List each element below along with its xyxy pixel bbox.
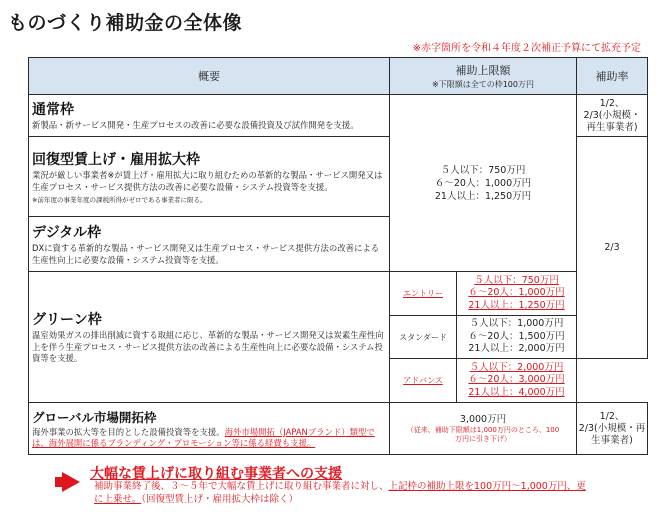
frame-desc-a: 海外事業の拡大等を目的とした設備投資等を支援。 xyxy=(32,426,225,437)
frame-note: ※前年度の事業年度の課税所得がゼロである事業者に限る。 xyxy=(32,196,207,204)
limit-line: 21人以上：1,250万円 xyxy=(434,190,532,202)
frame-desc: 温室効果ガスの排出削減に資する取組に応じ、革新的な製品・サービス開発又は炭素生産性向上を伴う生産プロセス・サービス提供方法の改善による生産性向上に必要な設備・システム投資等を支援。 xyxy=(32,330,384,364)
bonus-body xyxy=(94,481,594,506)
rate-line: 1/2、 xyxy=(599,97,625,109)
limit-common xyxy=(390,95,577,272)
rate-tsujo xyxy=(577,95,648,137)
frame-global xyxy=(29,403,390,455)
limit-amount: 3,000万円 xyxy=(459,414,507,425)
limit-line: ５人以下：750万円 xyxy=(474,274,559,286)
limit-line: 21人以上：4,000万円 xyxy=(468,386,565,398)
bonus-body-c: （回復型賃上げ・雇用拡大枠は除く） xyxy=(141,493,298,505)
frame-desc-b: 海外市場開拓（JAPANブランド）類型では、海外展開に係るブランディング・プロモーション等に係る経費も支援。 xyxy=(32,426,375,448)
rate-line: 2/3(小規模・ xyxy=(583,109,641,121)
limit-line: ５人以下：1,000万円 xyxy=(469,318,564,330)
frame-desc xyxy=(32,427,385,450)
limit-line: ６～20人：3,000万円 xyxy=(468,374,565,386)
bonus-body-a: 補助事業終了後、３～５年で大幅な賃上げに取り組む事業者に対し、 xyxy=(94,481,389,492)
rate-line: 再生事業者) xyxy=(586,121,638,133)
rate-line: 2/3(小規模・再 xyxy=(578,422,646,434)
limit-global xyxy=(390,403,577,455)
header-limit-note: ※下限額は全ての枠100万円 xyxy=(432,80,534,89)
limit-line: 21人以上：1,250万円 xyxy=(468,299,565,311)
arrow-right-icon xyxy=(62,472,80,492)
frame-name: デジタル枠 xyxy=(32,225,102,241)
limit-line: ６～20人：1,000万円 xyxy=(434,177,532,189)
bonus-body-b: 上記枠の補助上限を100万円～1,000万円、更に上乗せ。 xyxy=(94,481,586,505)
table-row xyxy=(29,272,648,316)
rate-mid: 2/3 xyxy=(577,137,648,359)
table-row xyxy=(29,95,648,137)
rate-global xyxy=(577,403,648,455)
frame-desc: 業況が厳しい事業者※が賃上げ・雇用拡大に取り組むための革新的な製品・サービス開発又は生産プロセス・サービス提供方法の改善に必要な設備・システム投資等を支援。 xyxy=(32,170,383,192)
frame-digital xyxy=(29,217,390,272)
subsidy-table xyxy=(28,57,648,455)
rate-line: 生事業者) xyxy=(591,434,633,446)
green-standard-label: スタンダード xyxy=(390,316,457,359)
limit-line: ６～20人：1,500万円 xyxy=(468,330,565,342)
bonus-title: 大幅な賃上げに取り組む事業者への支援 xyxy=(90,466,342,482)
limit-line: ６～20人：1,000万円 xyxy=(468,287,565,299)
page-title: ものづくり補助金の全体像 xyxy=(8,12,243,34)
green-standard-values xyxy=(457,316,577,359)
limit-line: ５人以下：750万円 xyxy=(440,164,526,176)
frame-desc: DXに資する革新的な製品・サービス開発又は生産プロセス・サービス提供方法の改善による生産性向上に必要な設備・システム投資等を支援。 xyxy=(32,243,380,265)
frame-chinage xyxy=(29,137,390,217)
header-limit-label: 補助上限額 xyxy=(455,64,511,77)
limit-line: 21人以上：2,000万円 xyxy=(468,343,565,355)
frame-name: 回復型賃上げ・雇用拡大枠 xyxy=(32,152,200,168)
frame-green xyxy=(29,272,390,403)
header-overview: 概要 xyxy=(29,58,390,95)
expansion-note: ※赤字箇所を令和４年度２次補正予算にて拡充予定 xyxy=(412,43,641,54)
frame-name: 通常枠 xyxy=(32,102,74,119)
frame-name: グローバル市場開拓枠 xyxy=(32,409,157,425)
green-advance-values xyxy=(457,359,577,403)
rate-line: 1/2、 xyxy=(599,410,625,422)
header-rate: 補助率 xyxy=(577,58,648,95)
green-entry-values xyxy=(457,272,577,316)
frame-desc: 新製品・新サービス開発・生産プロセスの改善に必要な設備投資及び試作開発を支援。 xyxy=(32,120,359,131)
green-entry-label: エントリー xyxy=(390,272,457,316)
limit-note: （従来、補助下限額は1,000万円のところ、100万円に引き下げ） xyxy=(406,426,560,443)
limit-line: ５人以下：2,000万円 xyxy=(469,361,564,373)
green-advance-label: アドバンス xyxy=(390,359,457,403)
header-limit xyxy=(390,58,577,95)
frame-name: グリーン枠 xyxy=(32,312,102,329)
table-row xyxy=(29,403,648,455)
frame-tsujo xyxy=(29,95,390,137)
